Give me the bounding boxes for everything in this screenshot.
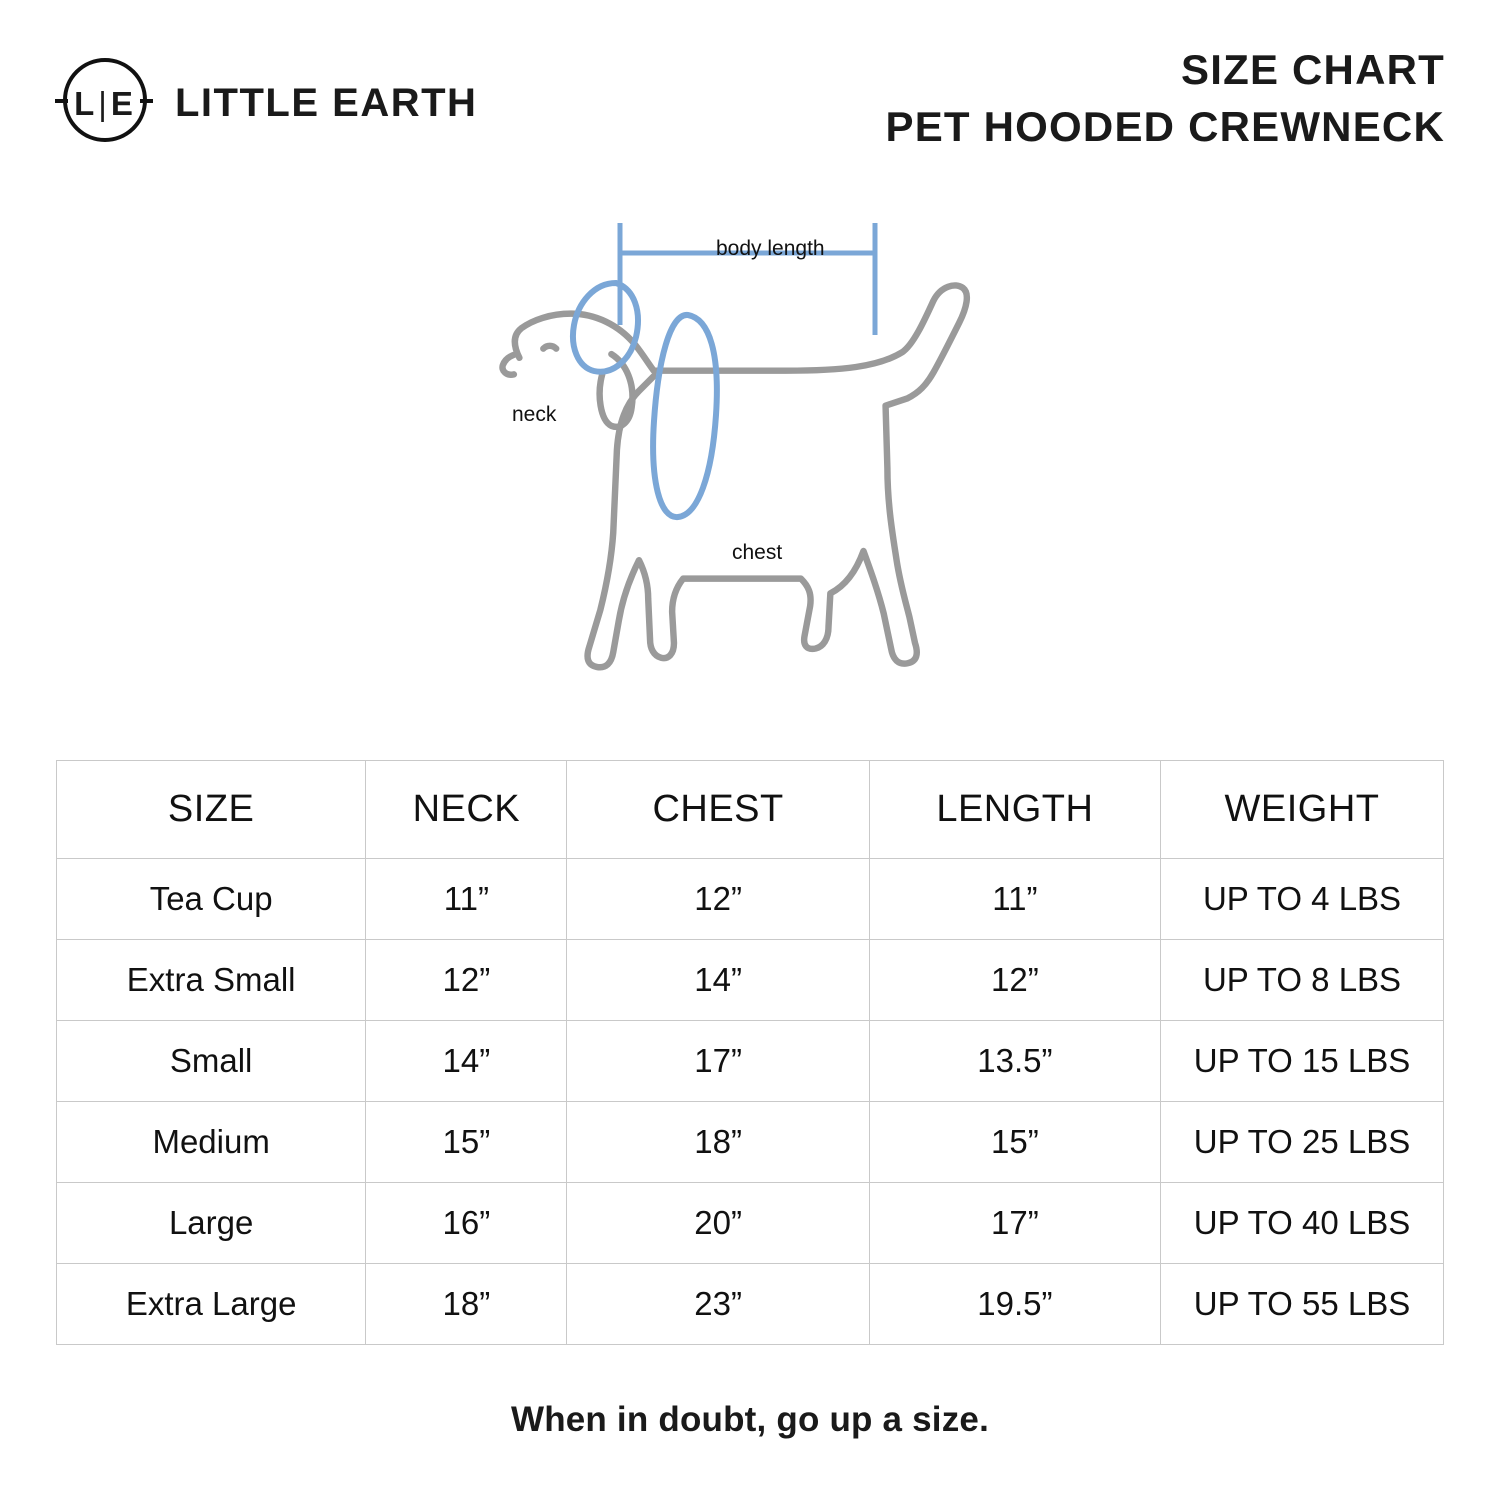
measurement-diagram bbox=[420, 215, 1080, 735]
cell-neck: 15” bbox=[366, 1102, 567, 1183]
cell-chest: 20” bbox=[567, 1183, 869, 1264]
cell-neck: 18” bbox=[366, 1264, 567, 1345]
cell-weight: UP TO 8 LBS bbox=[1161, 940, 1444, 1021]
title-block bbox=[886, 46, 1446, 155]
page-title: SIZE CHART bbox=[1181, 46, 1445, 93]
brand-name: LITTLE EARTH bbox=[175, 80, 478, 125]
little-earth-logo-icon bbox=[55, 54, 153, 152]
cell-chest: 12” bbox=[567, 859, 869, 940]
cell-neck: 14” bbox=[366, 1021, 567, 1102]
table-header-row bbox=[57, 761, 1444, 859]
diagram-label-chest: chest bbox=[732, 541, 783, 564]
logo-bar-left bbox=[55, 99, 68, 103]
cell-neck: 11” bbox=[366, 859, 567, 940]
column-header-neck: NECK bbox=[366, 761, 567, 859]
cell-size: Medium bbox=[57, 1102, 366, 1183]
cell-chest: 17” bbox=[567, 1021, 869, 1102]
table-row bbox=[57, 1264, 1444, 1345]
diagram-label-body-length: body length bbox=[716, 237, 825, 260]
table-row bbox=[57, 859, 1444, 940]
cell-weight: UP TO 15 LBS bbox=[1161, 1021, 1444, 1102]
cell-size: Large bbox=[57, 1183, 366, 1264]
size-table bbox=[56, 760, 1444, 1345]
cell-neck: 12” bbox=[366, 940, 567, 1021]
logo-letters bbox=[74, 84, 134, 122]
logo-bar-right bbox=[140, 99, 153, 103]
chest-measure-loop bbox=[653, 315, 717, 517]
column-header-length: LENGTH bbox=[869, 761, 1160, 859]
cell-neck: 16” bbox=[366, 1183, 567, 1264]
dog-diagram-svg bbox=[420, 215, 1080, 735]
footer-note: When in doubt, go up a size. bbox=[510, 1400, 990, 1439]
brand-lockup bbox=[55, 54, 477, 152]
cell-length: 17” bbox=[869, 1183, 1160, 1264]
diagram-label-neck: neck bbox=[512, 403, 557, 426]
cell-length: 13.5” bbox=[869, 1021, 1160, 1102]
cell-chest: 14” bbox=[567, 940, 869, 1021]
column-header-chest: CHEST bbox=[567, 761, 869, 859]
cell-size: Small bbox=[57, 1021, 366, 1102]
cell-weight: UP TO 4 LBS bbox=[1161, 859, 1444, 940]
page-subtitle: PET HOODED CREWNECK bbox=[885, 103, 1445, 151]
cell-weight: UP TO 40 LBS bbox=[1161, 1183, 1444, 1264]
table-row bbox=[57, 1183, 1444, 1264]
cell-length: 19.5” bbox=[869, 1264, 1160, 1345]
size-table-head bbox=[57, 761, 1444, 859]
neck-measure-loop bbox=[573, 283, 638, 372]
size-table-body bbox=[57, 859, 1444, 1345]
logo-letter-left: L bbox=[74, 84, 96, 122]
cell-length: 15” bbox=[869, 1102, 1160, 1183]
table-row bbox=[57, 1021, 1444, 1102]
cell-length: 11” bbox=[869, 859, 1160, 940]
cell-size: Extra Large bbox=[57, 1264, 366, 1345]
cell-chest: 23” bbox=[567, 1264, 869, 1345]
logo-letter-separator: | bbox=[98, 84, 108, 122]
table-row bbox=[57, 940, 1444, 1021]
cell-size: Tea Cup bbox=[57, 859, 366, 940]
cell-size: Extra Small bbox=[57, 940, 366, 1021]
cell-weight: UP TO 25 LBS bbox=[1161, 1102, 1444, 1183]
cell-weight: UP TO 55 LBS bbox=[1161, 1264, 1444, 1345]
size-table-wrap bbox=[56, 760, 1444, 1345]
cell-length: 12” bbox=[869, 940, 1160, 1021]
column-header-weight: WEIGHT bbox=[1161, 761, 1444, 859]
logo-letter-right: E bbox=[110, 84, 134, 122]
table-row bbox=[57, 1102, 1444, 1183]
cell-chest: 18” bbox=[567, 1102, 869, 1183]
page-header bbox=[55, 46, 1445, 176]
column-header-size: SIZE bbox=[57, 761, 366, 859]
